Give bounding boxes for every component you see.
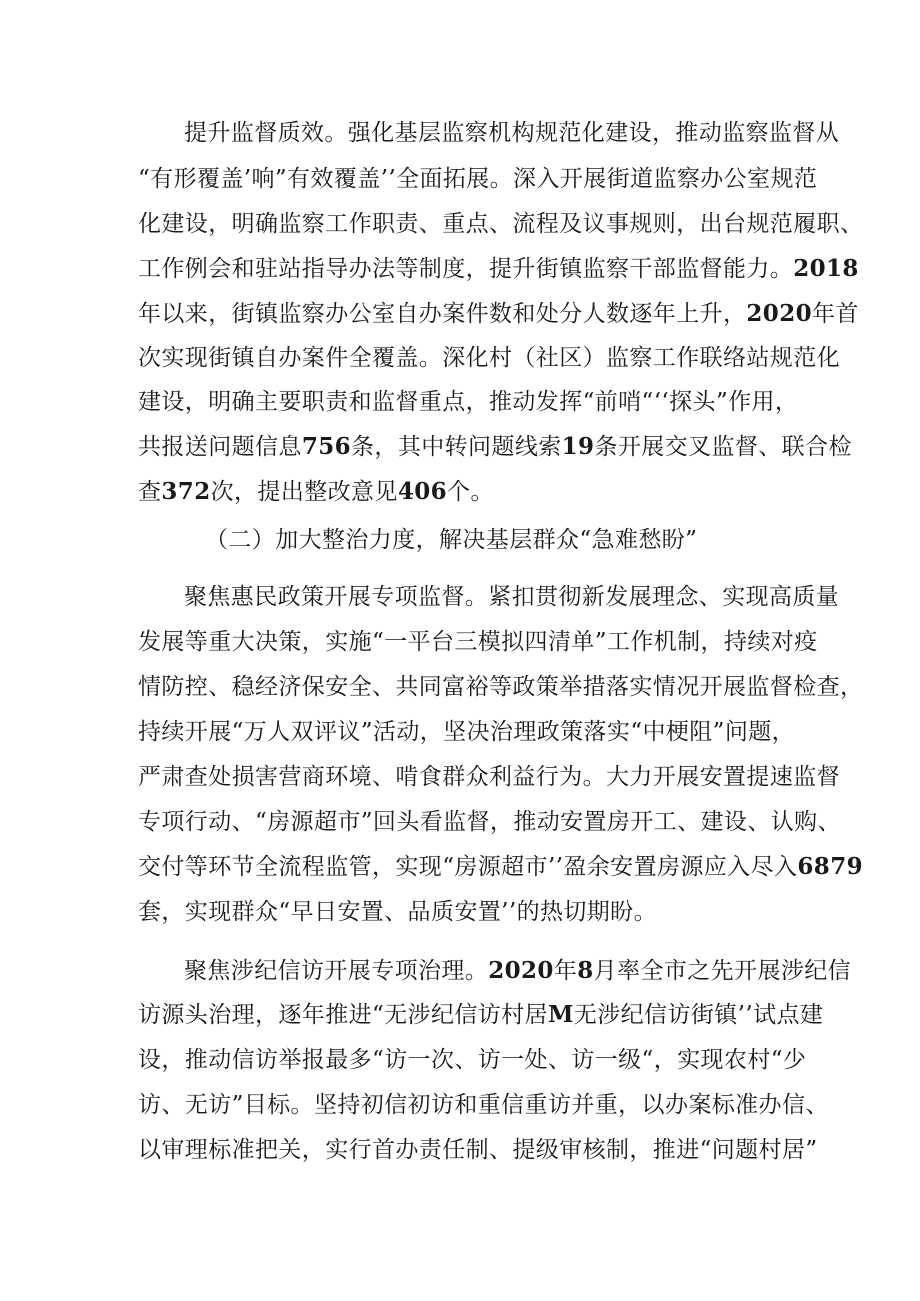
paragraph-2-line-3: 情防控、稳经济保安全、共同富裕等政策举措落实情况开展监督检查，: [138, 674, 864, 700]
paragraph-1-line-8: 共报送问题信息756条，其中转问题线索19条开展交叉监督、联合检: [138, 433, 852, 460]
paragraph-2-line-4: 持续开展“万人双评议”活动，坚决治理政策落实“中梗阻”问题，: [138, 719, 796, 745]
paragraph-2-line-7: 交付等环节全流程监管，实现“房源超市’’盈余安置房源应入尽入6879: [138, 853, 864, 880]
paragraph-1-line-1: 提升监督质效。强化基层监察机构规范化建设，推动监察监督从: [184, 120, 840, 146]
paragraph-1-line-7: 建设，明确主要职责和监督重点，推动发挥“前哨“‘‘探头”作用，: [138, 389, 799, 415]
paragraph-2-line-2: 发展等重大决策，实施“一平台三模拟四清单”工作机制，持续对疫: [138, 629, 818, 655]
paragraph-2-line-5: 严肃查处损害营商环境、啃食群众利益行为。大力开展安置提速监督: [138, 764, 840, 790]
paragraph-1-line-4: 工作例会和驻站指导办法等制度，提升街镇监察干部监督能力。2018: [138, 255, 859, 282]
paragraph-1-line-5: 年以来，街镇监察办公室自办案件数和处分人数逐年上升，2020年首: [138, 300, 859, 327]
paragraph-3-line-1: 聚焦涉纪信访开展专项治理。2020年8月率全市之先开展涉纪信: [184, 957, 852, 984]
paragraph-2-line-6: 专项行动、“房源超市”回头看监督，推动安置房开工、建设、认购、: [138, 809, 841, 835]
paragraph-3-line-3: 设，推动信访举报最多“访一次、访一处、访一级“，实现农村“少: [138, 1047, 807, 1073]
paragraph-1-line-2: “有形覆盖’响”有效覆盖’’全面拓展。深入开展街道监察办公室规范: [138, 166, 818, 192]
paragraph-2-line-1: 聚焦惠民政策开展专项监督。紧扣贯彻新发展理念、实现高质量: [184, 584, 840, 610]
paragraph-1-line-3: 化建设，明确监察工作职责、重点、流程及议事规则，出台规范履职、: [138, 211, 864, 237]
paragraph-1-line-6: 次实现街镇自办案件全覆盖。深化村（社区）监察工作联络站规范化: [138, 345, 840, 371]
section-heading: （二）加大整治力度，解决基层群众“急难愁盼”: [205, 527, 698, 553]
paragraph-3-line-5: 以审理标准把关，实行首办责任制、提级审核制，推进“问题村居”: [138, 1137, 818, 1163]
paragraph-3-line-4: 访、无访”目标。坚持初信初访和重信重访并重，以办案标准办信、: [138, 1092, 829, 1118]
paragraph-1-line-9: 查372次，提出整改意见406个。: [138, 478, 494, 505]
paragraph-3-line-2: 访源头治理，逐年推进“无涉纪信访村居M无涉纪信访街镇’’试点建: [138, 1001, 824, 1028]
paragraph-2-line-8: 套，实现群众“早日安置、品质安置’’的热切期盼。: [138, 899, 657, 925]
